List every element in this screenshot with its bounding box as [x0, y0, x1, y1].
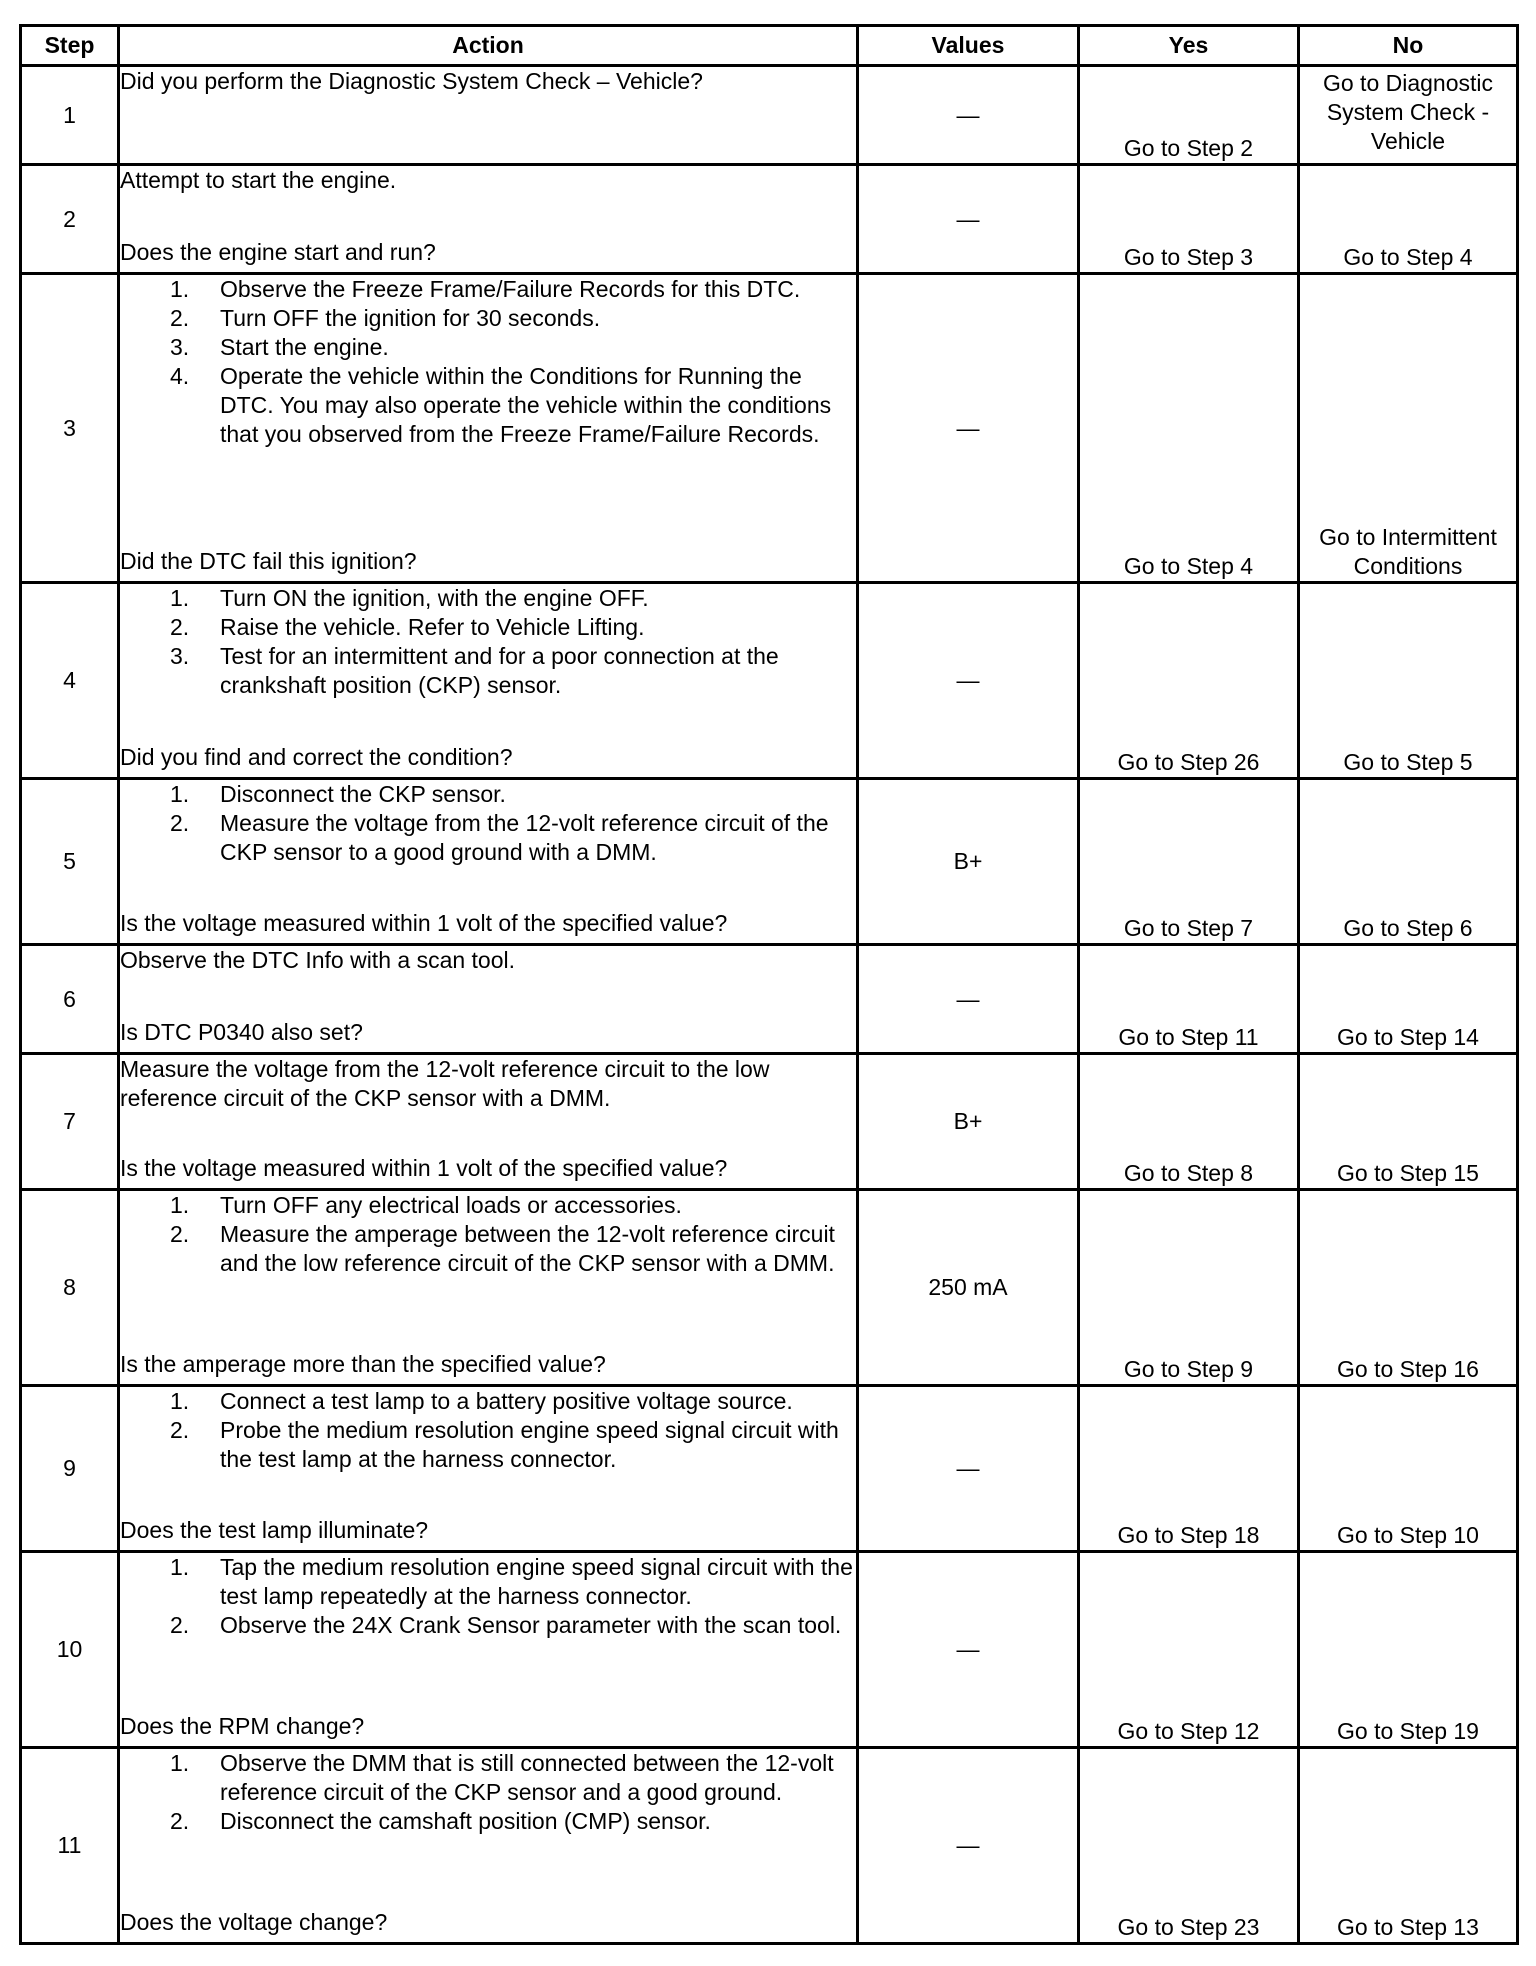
no-cell: Go to Step 10 [1299, 1386, 1518, 1552]
list-item: 2. Disconnect the camshaft position (CMP) sensor. [170, 1808, 711, 1834]
header-no: No [1299, 26, 1518, 66]
list-item: 2. Measure the voltage from the 12-volt reference circuit of the CKP sensor to a good ground with a DMM. [170, 810, 829, 865]
action-text: Measure the voltage from the 12-volt reference circuit to the low reference circuit of the CKP sensor with a DMM. [120, 1056, 770, 1111]
list-item: 1. Observe the DMM that is still connected between the 12-volt reference circuit of the CKP sensor and a good ground. [170, 1750, 834, 1805]
no-cell: Go to Step 19 [1299, 1552, 1518, 1748]
value-cell: — [858, 274, 1079, 583]
action-question: Does the RPM change? [120, 1713, 365, 1739]
step-number: 5 [21, 779, 119, 945]
header-action: Action [119, 26, 858, 66]
action-steps [120, 1553, 856, 1640]
list-item: 4. Operate the vehicle within the Conditions for Running the DTC. You may also operate the vehicle within the conditions that you observed from the Freeze Frame/Failure Records. [170, 363, 832, 447]
table-row [21, 583, 1518, 779]
table-row [21, 945, 1518, 1054]
step-number: 2 [21, 165, 119, 274]
step-number: 4 [21, 583, 119, 779]
action-text: Attempt to start the engine. [120, 167, 397, 193]
action-steps [120, 584, 856, 700]
step-number: 11 [21, 1748, 119, 1944]
no-cell: Go to Step 15 [1299, 1054, 1518, 1190]
no-cell: Go to Step 14 [1299, 945, 1518, 1054]
action-cell [119, 779, 858, 945]
value-cell: — [858, 1552, 1079, 1748]
list-item: 1. Tap the medium resolution engine speed signal circuit with the test lamp repeatedly at the harness connector. [170, 1554, 853, 1609]
header-row [21, 26, 1518, 66]
list-item: 3. Start the engine. [170, 334, 389, 360]
action-steps [120, 1191, 856, 1278]
value-cell: — [858, 1386, 1079, 1552]
list-item: 2. Measure the amperage between the 12-volt reference circuit and the low reference circuit of the CKP sensor with a DMM. [170, 1221, 835, 1276]
yes-cell: Go to Step 4 [1079, 274, 1299, 583]
action-steps [120, 1387, 856, 1474]
action-question: Does the test lamp illuminate? [120, 1517, 429, 1543]
no-cell: Go to Diagnostic System Check - Vehicle [1299, 66, 1518, 165]
action-question: Does the voltage change? [120, 1909, 388, 1935]
yes-cell: Go to Step 3 [1079, 165, 1299, 274]
list-item: 3. Test for an intermittent and for a poor connection at the crankshaft position (CKP) sensor. [170, 643, 779, 698]
action-cell [119, 1386, 858, 1552]
no-cell: Go to Step 4 [1299, 165, 1518, 274]
value-cell: 250 mA [858, 1190, 1079, 1386]
action-question: Does the engine start and run? [120, 239, 436, 265]
table-row [21, 779, 1518, 945]
action-cell [119, 1552, 858, 1748]
action-question: Is the voltage measured within 1 volt of the specified value? [120, 910, 728, 936]
header-yes: Yes [1079, 26, 1299, 66]
action-cell [119, 1190, 858, 1386]
table-row [21, 66, 1518, 165]
step-number: 1 [21, 66, 119, 165]
yes-cell: Go to Step 8 [1079, 1054, 1299, 1190]
table-row [21, 1748, 1518, 1944]
diagnostic-table [19, 24, 1519, 1945]
step-number: 7 [21, 1054, 119, 1190]
yes-cell: Go to Step 18 [1079, 1386, 1299, 1552]
action-cell [119, 583, 858, 779]
value-cell: B+ [858, 1054, 1079, 1190]
no-cell: Go to Intermittent Conditions [1299, 274, 1518, 583]
action-cell [119, 165, 858, 274]
action-steps [120, 780, 856, 867]
list-item: 1. Turn OFF any electrical loads or accessories. [170, 1192, 682, 1218]
yes-cell: Go to Step 11 [1079, 945, 1299, 1054]
value-cell: — [858, 165, 1079, 274]
action-cell [119, 1748, 858, 1944]
header-values: Values [858, 26, 1079, 66]
action-question: Did the DTC fail this ignition? [120, 548, 417, 574]
value-cell: — [858, 945, 1079, 1054]
action-text: Observe the DTC Info with a scan tool. [120, 947, 516, 973]
action-cell [119, 66, 858, 165]
list-item: 2. Probe the medium resolution engine speed signal circuit with the test lamp at the harness connector. [170, 1417, 839, 1472]
list-item: 1. Turn ON the ignition, with the engine OFF. [170, 585, 649, 611]
action-question: Is the voltage measured within 1 volt of the specified value? [120, 1155, 728, 1181]
action-text: Did you perform the Diagnostic System Check – Vehicle? [120, 68, 703, 94]
table-row [21, 1054, 1518, 1190]
step-number: 9 [21, 1386, 119, 1552]
value-cell: B+ [858, 779, 1079, 945]
step-number: 8 [21, 1190, 119, 1386]
no-cell: Go to Step 5 [1299, 583, 1518, 779]
list-item: 1. Connect a test lamp to a battery positive voltage source. [170, 1388, 793, 1414]
list-item: 1. Observe the Freeze Frame/Failure Records for this DTC. [170, 276, 801, 302]
action-steps [120, 1749, 856, 1836]
yes-cell: Go to Step 12 [1079, 1552, 1299, 1748]
list-item: 2. Raise the vehicle. Refer to Vehicle Lifting. [170, 614, 645, 640]
action-cell [119, 1054, 858, 1190]
table-row [21, 1552, 1518, 1748]
yes-cell: Go to Step 23 [1079, 1748, 1299, 1944]
table-row [21, 165, 1518, 274]
no-cell: Go to Step 6 [1299, 779, 1518, 945]
table-row [21, 1190, 1518, 1386]
action-question: Did you find and correct the condition? [120, 744, 513, 770]
step-number: 10 [21, 1552, 119, 1748]
action-steps [120, 275, 856, 449]
table-row [21, 1386, 1518, 1552]
action-question: Is the amperage more than the specified value? [120, 1351, 606, 1377]
yes-cell: Go to Step 7 [1079, 779, 1299, 945]
value-cell: — [858, 66, 1079, 165]
list-item: 1. Disconnect the CKP sensor. [170, 781, 506, 807]
action-cell [119, 945, 858, 1054]
table-row [21, 274, 1518, 583]
yes-cell: Go to Step 9 [1079, 1190, 1299, 1386]
no-cell: Go to Step 16 [1299, 1190, 1518, 1386]
value-cell: — [858, 583, 1079, 779]
list-item: 2. Turn OFF the ignition for 30 seconds. [170, 305, 601, 331]
no-cell: Go to Step 13 [1299, 1748, 1518, 1944]
yes-cell: Go to Step 2 [1079, 66, 1299, 165]
action-question: Is DTC P0340 also set? [120, 1019, 363, 1045]
action-cell [119, 274, 858, 583]
step-number: 6 [21, 945, 119, 1054]
header-step: Step [21, 26, 119, 66]
yes-cell: Go to Step 26 [1079, 583, 1299, 779]
value-cell: — [858, 1748, 1079, 1944]
step-number: 3 [21, 274, 119, 583]
list-item: 2. Observe the 24X Crank Sensor parameter with the scan tool. [170, 1612, 842, 1638]
